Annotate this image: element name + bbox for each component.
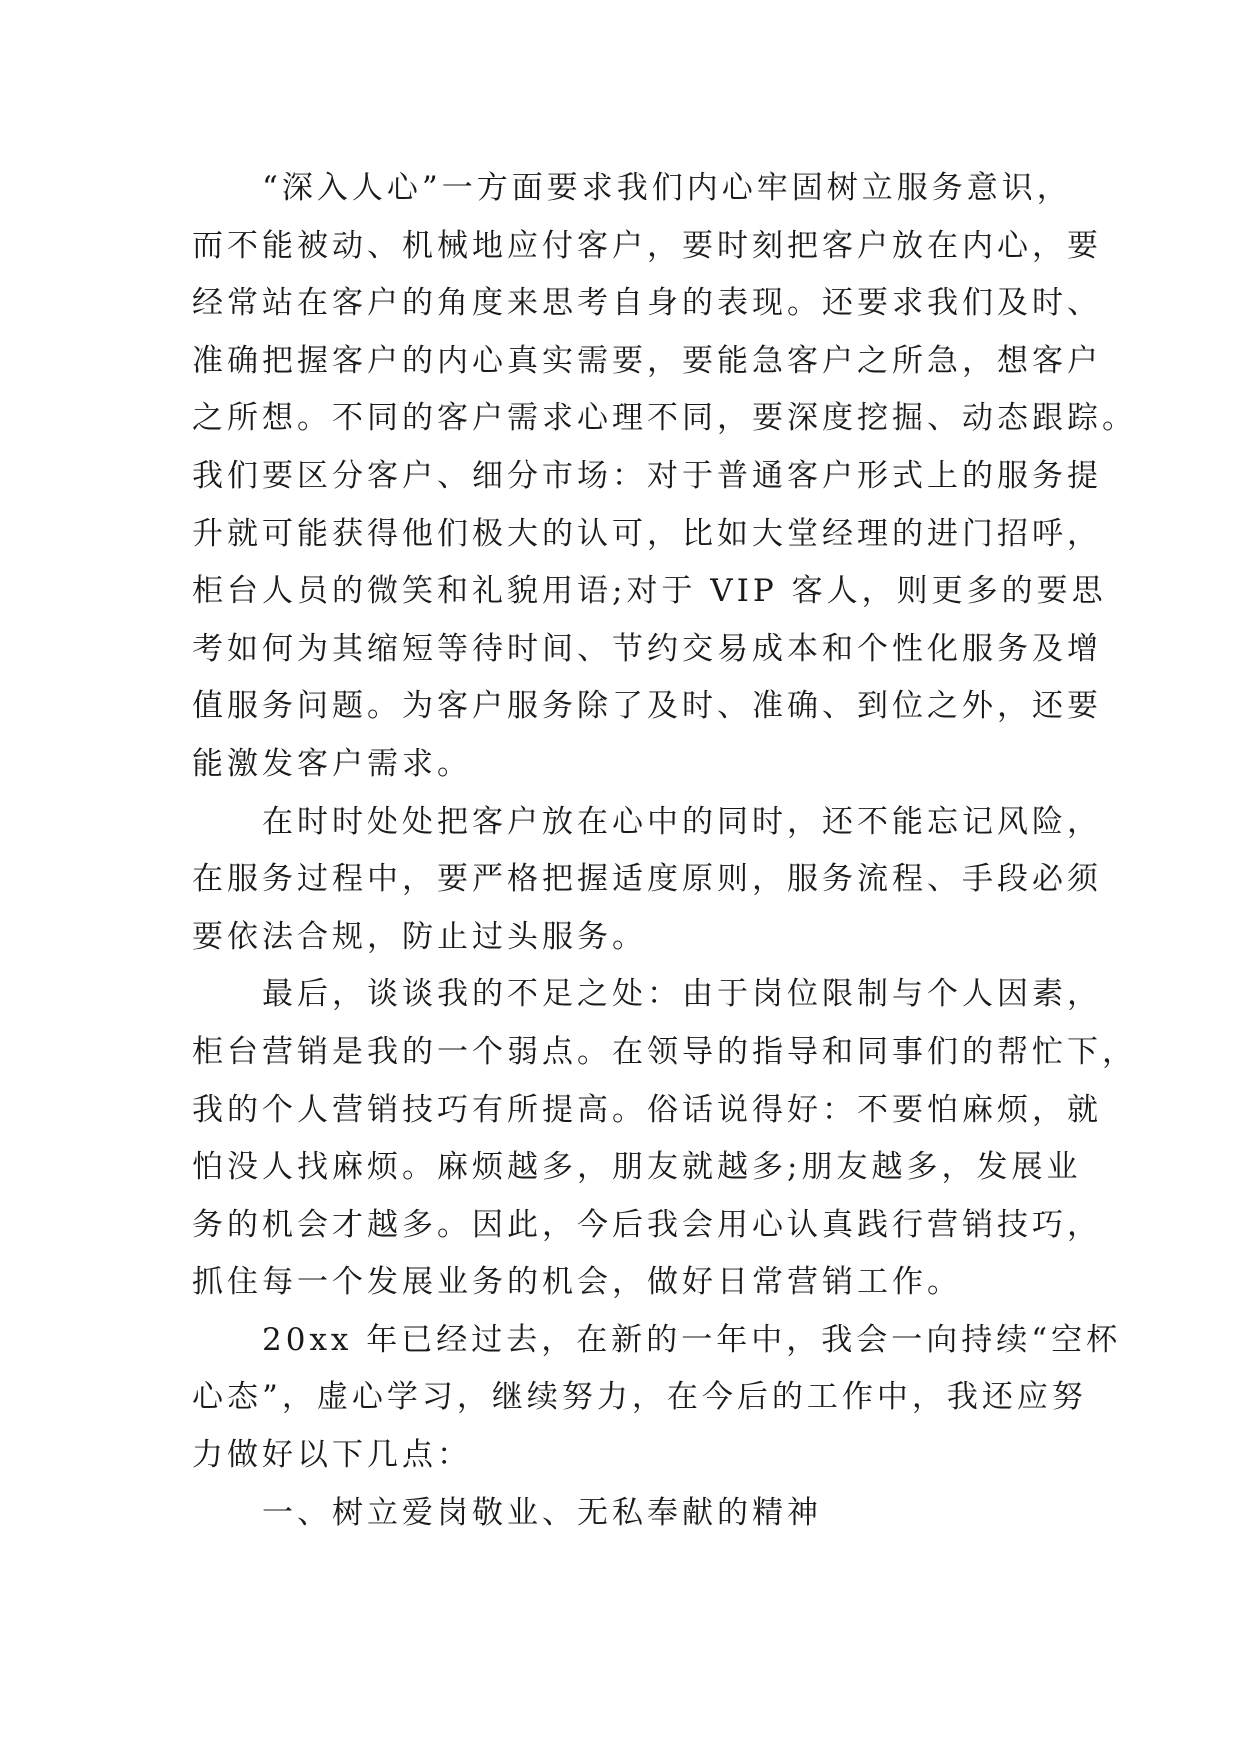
paragraph-4 [192, 1312, 1122, 1485]
text-line: 20xx 年已经过去，在新的一年中，我会一向持续“空杯 [262, 1321, 1122, 1358]
text-line: 我的个人营销技巧有所提高。俗话说得好：不要怕麻烦，就 [192, 1091, 1102, 1128]
section-heading: 一、树立爱岗敬业、无私奉献的精神 [262, 1494, 822, 1531]
text-line: 在时时处处把客户放在心中的同时，还不能忘记风险， [262, 803, 1102, 840]
paragraph-5 [192, 1485, 1052, 1543]
text-line: 柜台人员的微笑和礼貌用语;对于 VIP 客人，则更多的要思 [192, 573, 1107, 610]
text-line: 准确把握客户的内心真实需要，要能急客户之所急，想客户 [192, 342, 1102, 379]
text-line: 而不能被动、机械地应付客户，要时刻把客户放在内心，要 [192, 227, 1102, 264]
document-body [192, 160, 1137, 1542]
text-line: 怕没人找麻烦。麻烦越多，朋友就越多;朋友越多，发展业 [192, 1149, 1082, 1186]
text-line: 能激发客户需求。 [192, 745, 472, 782]
paragraph-1 [192, 160, 1137, 794]
text-line: 抓住每一个发展业务的机会，做好日常营销工作。 [192, 1264, 962, 1301]
text-line: 要依法合规，防止过头服务。 [192, 918, 647, 955]
paragraph-2 [192, 794, 1102, 967]
text-line: 考如何为其缩短等待时间、节约交易成本和个性化服务及增 [192, 630, 1102, 667]
text-line: 务的机会才越多。因此，今后我会用心认真践行营销技巧， [192, 1206, 1102, 1243]
text-line: 在服务过程中，要严格把握适度原则，服务流程、手段必须 [192, 861, 1102, 898]
text-line: 我们要区分客户、细分市场：对于普通客户形式上的服务提 [192, 457, 1102, 494]
text-line: 心态”，虚心学习，继续努力，在今后的工作中，我还应努 [192, 1379, 1087, 1416]
text-line: 经常站在客户的角度来思考自身的表现。还要求我们及时、 [192, 285, 1102, 322]
text-line: “深入人心”一方面要求我们内心牢固树立服务意识， [262, 170, 1072, 206]
text-line: 升就可能获得他们极大的认可，比如大堂经理的进门招呼， [192, 515, 1102, 552]
text-line: 最后，谈谈我的不足之处：由于岗位限制与个人因素， [262, 976, 1102, 1013]
text-line: 值服务问题。为客户服务除了及时、准确、到位之外，还要 [192, 688, 1102, 725]
text-line: 之所想。不同的客户需求心理不同，要深度挖掘、动态跟踪。 [192, 400, 1137, 437]
text-line: 力做好以下几点： [192, 1437, 472, 1474]
paragraph-3 [192, 966, 1137, 1312]
text-line: 柜台营销是我的一个弱点。在领导的指导和同事们的帮忙下， [192, 1033, 1137, 1070]
